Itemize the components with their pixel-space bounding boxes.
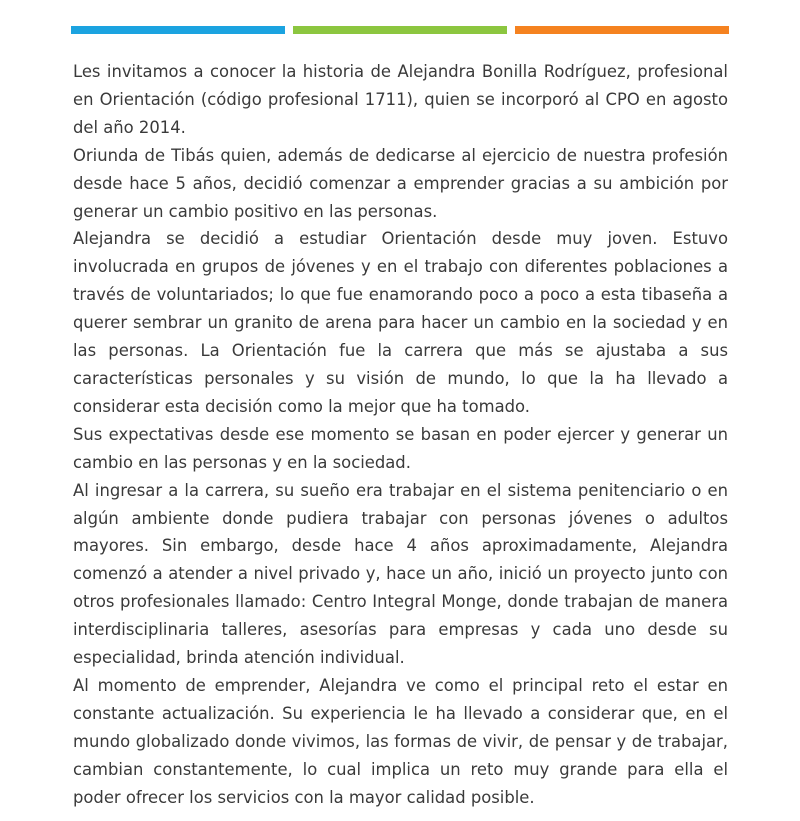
blue-bar [71, 26, 285, 34]
decorative-color-bars [71, 26, 729, 34]
paragraph-1: Les invitamos a conocer la historia de Alejandra Bonilla Rodríguez, profesional en Orientación (código profesional 1711), quien se incorporó al CPO en agosto del año 2014. [73, 62, 728, 137]
paragraph-5: Al ingresar a la carrera, su sueño era trabajar en el sistema penitenciario o en algún ambiente donde pudiera trabajar con personas jóvenes o adultos mayores. Sin embargo, desde hace 4 años aproximadamente, Alejandra comenzó a atender a nivel privado y, hace un año, inició un proyecto junto con otros profesionales llamado: Centro Integral Monge, donde trabajan de manera interdisciplinaria talleres, asesorías para empresas y cada uno desde su especialidad, brinda atención individual. [73, 480, 728, 668]
article-body [73, 58, 728, 811]
paragraph-4: Sus expectativas desde ese momento se basan en poder ejercer y generar un cambio en las personas y en la sociedad. [73, 424, 728, 472]
orange-bar [515, 26, 729, 34]
paragraph-2: Oriunda de Tibás quien, además de dedicarse al ejercicio de nuestra profesión desde hace 5 años, decidió comenzar a emprender gracias a su ambición por generar un cambio positivo en las personas. [73, 145, 728, 221]
paragraph-6: Al momento de emprender, Alejandra ve como el principal reto el estar en constante actualización. Su experiencia le ha llevado a considerar que, en el mundo globalizado donde vivimos, las formas de vivir, de pensar y de trabajar, cambian constantemente, lo cual implica un reto muy grande para ella el poder ofrecer los servicios con la mayor calidad posible. [73, 675, 728, 807]
paragraph-3: Alejandra se decidió a estudiar Orientación desde muy joven. Estuvo involucrada en grupos de jóvenes y en el trabajo con diferentes poblaciones a través de voluntariados; lo que fue enamorando poco a poco a esta tibaseña a querer sembrar un granito de arena para hacer un cambio en la sociedad y en las personas. La Orientación fue la carrera que más se ajustaba a sus características personales y su visión de mundo, lo que la ha llevado a considerar esta decisión como la mejor que ha tomado. [73, 229, 728, 416]
green-bar [293, 26, 507, 34]
